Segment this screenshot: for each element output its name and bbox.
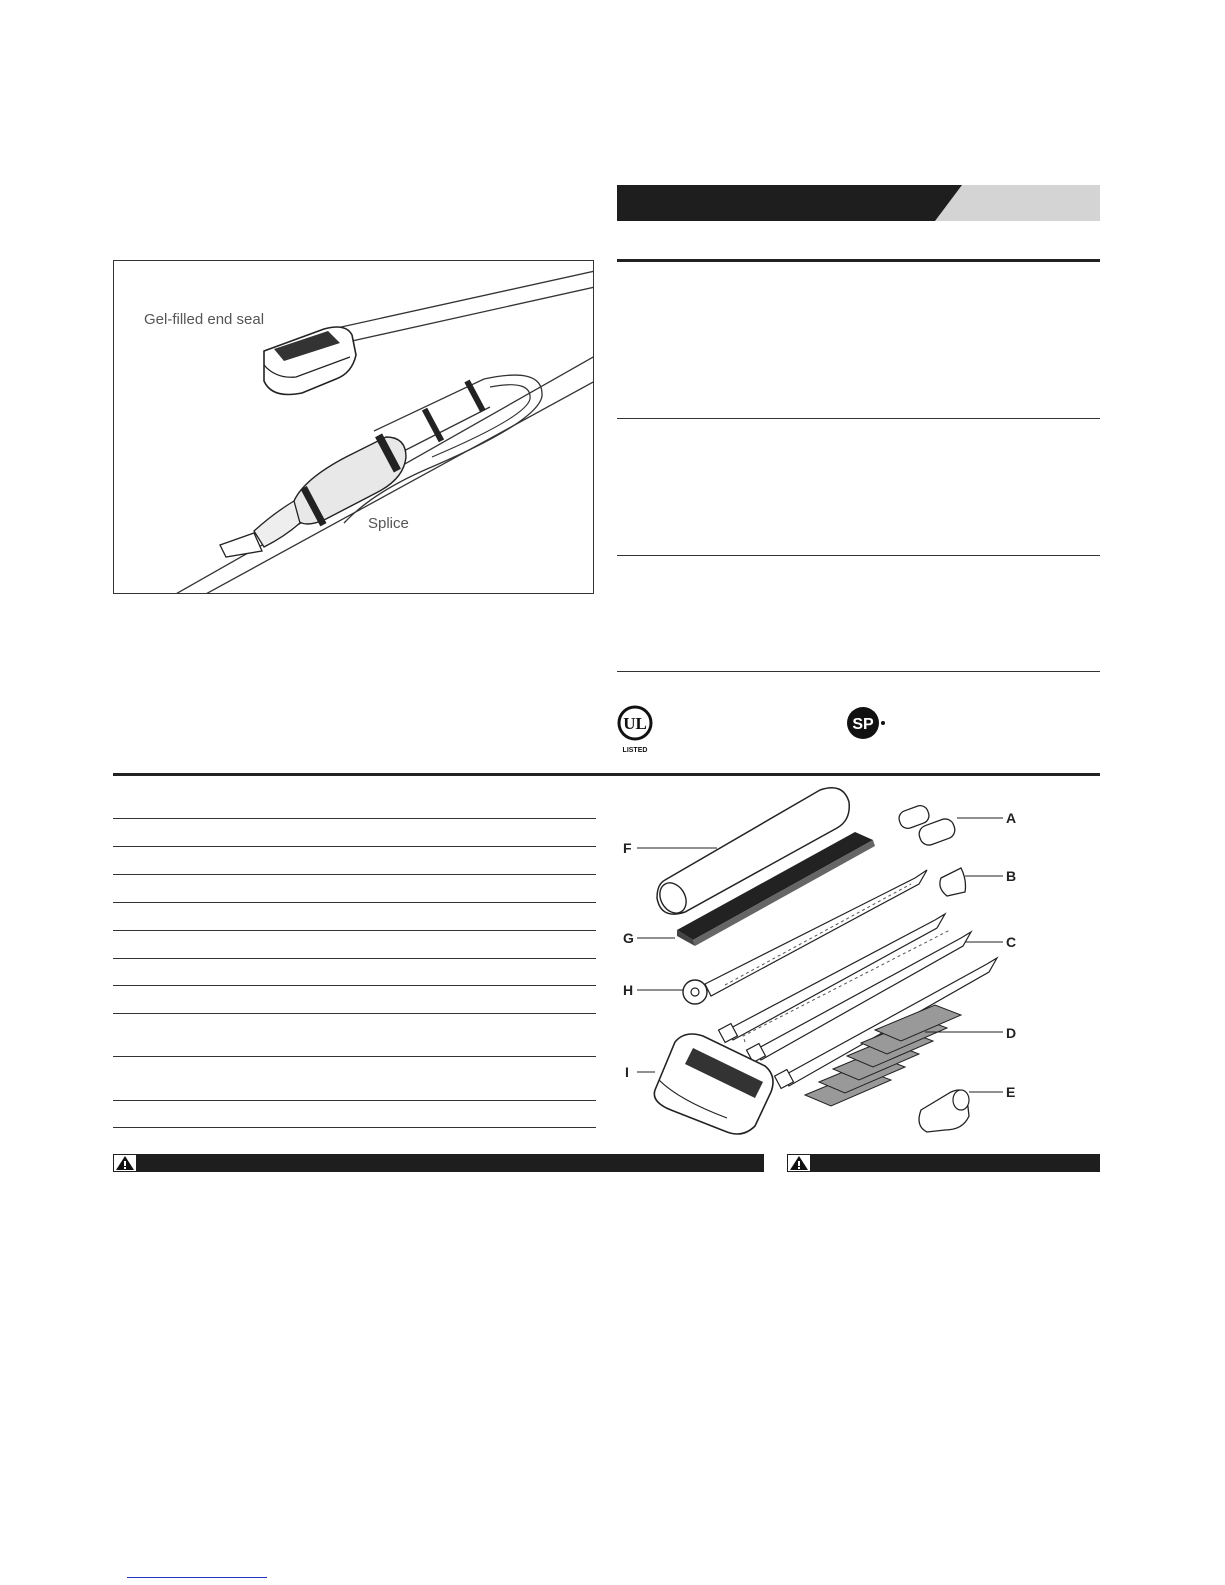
table-row-rule bbox=[113, 1127, 596, 1128]
ul-logo-sublabel: LISTED bbox=[622, 747, 648, 754]
warning-bar-left bbox=[113, 1154, 764, 1172]
csa-logo-letters: SP bbox=[852, 716, 874, 733]
table-row-rule bbox=[113, 1100, 596, 1101]
table-row-rule bbox=[113, 902, 596, 903]
table-row-rule bbox=[113, 874, 596, 875]
csa-logo bbox=[846, 706, 890, 746]
section-divider bbox=[113, 773, 1100, 776]
kit-components-illustration bbox=[615, 780, 1105, 1140]
csa-icon bbox=[846, 706, 890, 746]
kit-components-figure bbox=[615, 780, 1105, 1140]
part-a-connectors bbox=[897, 803, 958, 847]
table-row-rule bbox=[113, 1056, 596, 1057]
kit-label-d: D bbox=[1006, 1025, 1017, 1041]
end-seal-label: Gel-filled end seal bbox=[144, 311, 265, 328]
section-rule-3 bbox=[617, 555, 1100, 556]
table-row-rule bbox=[113, 930, 596, 931]
kit-label-a: A bbox=[1006, 810, 1017, 826]
footer-link[interactable] bbox=[127, 1577, 267, 1578]
kit-label-e: E bbox=[1006, 1084, 1016, 1100]
ul-listed-logo bbox=[614, 704, 662, 754]
kit-label-b: B bbox=[1006, 868, 1017, 884]
header-banner-shape bbox=[617, 185, 1100, 221]
section-rule-2 bbox=[617, 418, 1100, 419]
warning-icon bbox=[114, 1155, 136, 1171]
header-banner bbox=[617, 185, 1100, 221]
warning-bar-right bbox=[787, 1154, 1100, 1172]
table-row-rule bbox=[113, 985, 596, 986]
warning-icon bbox=[788, 1155, 810, 1171]
kit-label-g: G bbox=[623, 930, 634, 946]
ul-logo-letters: UL bbox=[623, 714, 647, 733]
warning-triangle-icon bbox=[114, 1155, 136, 1171]
table-row-rule bbox=[113, 818, 596, 819]
ul-icon bbox=[614, 704, 662, 754]
table-row-rule bbox=[113, 846, 596, 847]
kit-label-c: C bbox=[1006, 934, 1017, 950]
kit-label-i: I bbox=[625, 1064, 629, 1080]
section-rule-4 bbox=[617, 671, 1100, 672]
kit-label-h: H bbox=[623, 982, 634, 998]
warning-triangle-icon bbox=[788, 1155, 810, 1171]
splice-label: Splice bbox=[368, 515, 409, 532]
table-row-rule bbox=[113, 1013, 596, 1014]
table-row-rule bbox=[113, 958, 596, 959]
splice-figure bbox=[113, 260, 594, 594]
section-rule-top bbox=[617, 259, 1100, 262]
kit-label-f: F bbox=[623, 840, 632, 856]
